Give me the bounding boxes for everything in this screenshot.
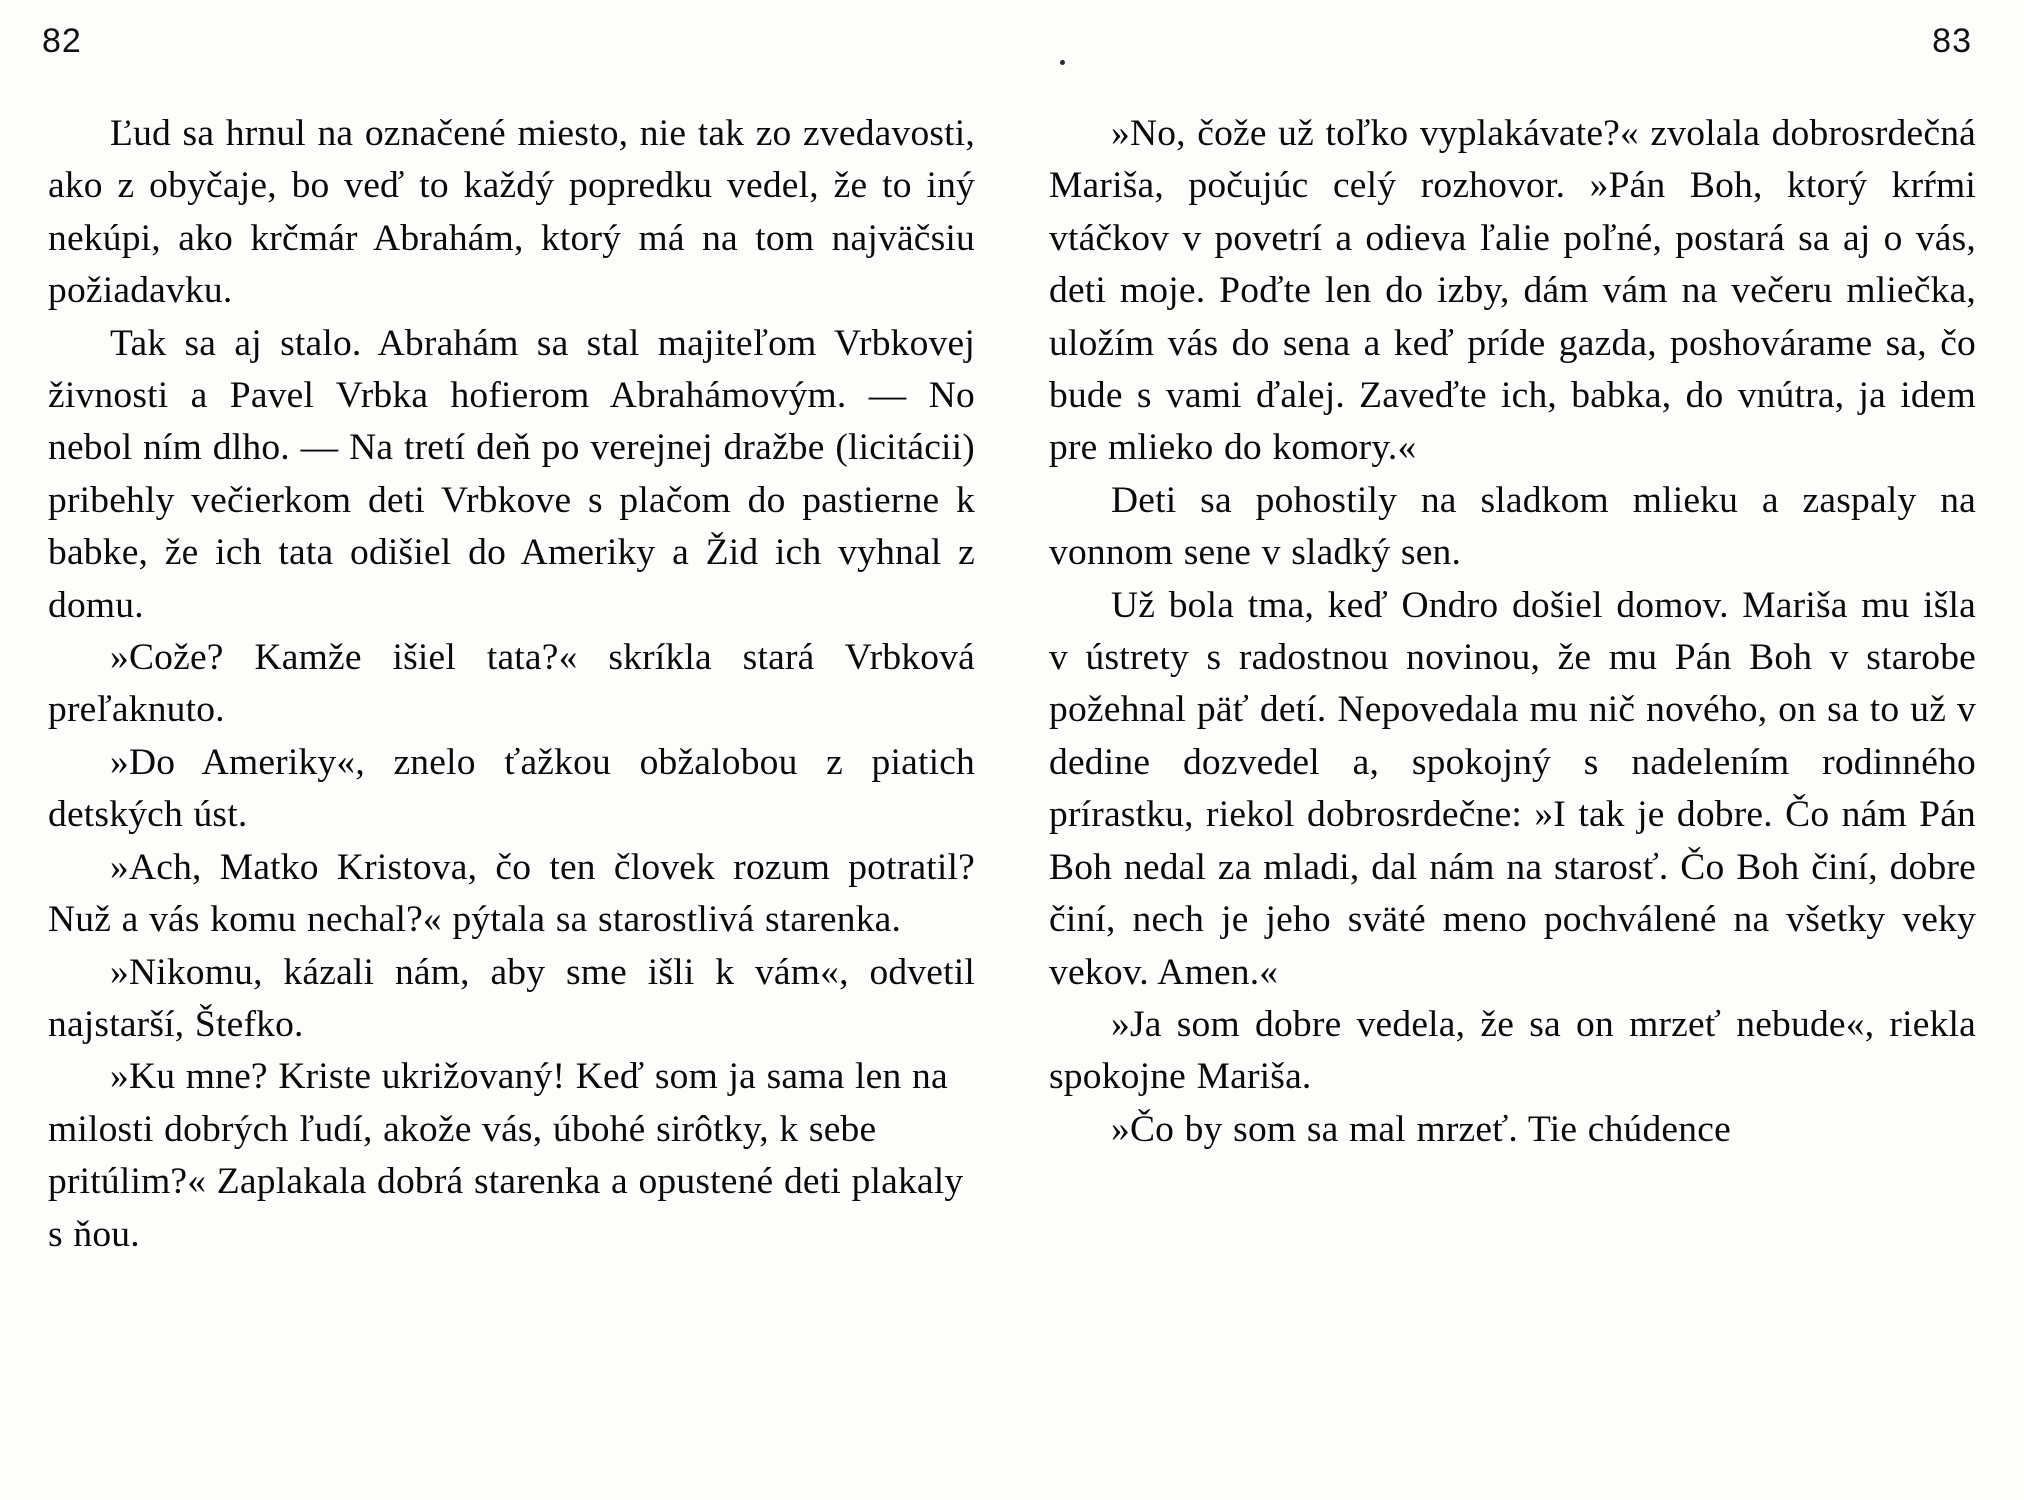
paragraph: Už bola tma, keď Ondro došiel domov. Mariša mu išla v ústrety s radostnou novinou, že mu Pán Boh v starobe požehnal päť detí. Nepovedala mu nič nového, on sa to už v dedine dozvedel a, spokojný s nadelením rodinného prírastku, riekol dobrosrdečne: »I tak je dobre. Čo nám Pán Boh nedal za mladi, dal nám na starosť. Čo Boh činí, dobre činí, nech je jeho sväté meno pochválené na všetky veky vekov. Amen.« xyxy=(1049,584,1976,993)
paragraph: Ľud sa hrnul na označené miesto, nie tak zo zvedavosti, ako z obyčaje, bo veď to každý popredku vedel, že to iný nekúpi, ako krčmár Abrahám, ktorý má na tom najväčsiu požiadavku. xyxy=(48,113,975,312)
paragraph: »Ja som dobre vedela, že sa on mrzeť nebude«, riekla spokojne Mariša. xyxy=(1049,1003,1976,1098)
paragraph: »Do Ameriky«, znelo ťažkou obžalobou z piatich detských úst. xyxy=(48,741,975,836)
paragraph: »Ku mne? Kriste ukrižovaný! Keď som ja sama len na milosti dobrých ľudí, akože vás, úbohé sirôtky, k sebe pritúlim?« Zaplakala dobrá starenka a opustené deti plakaly s ňou. xyxy=(48,1056,964,1255)
paragraph: »Čo by som sa mal mrzeť. Tie chúdence xyxy=(1111,1108,1731,1150)
ink-speck xyxy=(1060,60,1065,65)
page-number-left: 82 xyxy=(42,22,82,60)
paragraph: »Ach, Matko Kristova, čo ten človek rozum potratil? Nuž a vás komu nechal?« pýtala sa starostlivá starenka. xyxy=(48,846,975,941)
page-number-right: 83 xyxy=(1932,22,1972,60)
paragraph: »No, čože už toľko vyplakávate?« zvolala dobrosrdečná Mariša, počujúc celý rozhovor. »Pán Boh, ktorý krŕmi vtáčkov v povetrí a odieva ľalie poľné, postará sa aj o vás, deti moje. Poďte len do izby, dám vám na večeru mliečka, uložím vás do sena a keď príde gazda, poshovárame sa, čo bude s vami ďalej. Zaveďte ich, babka, do vnútra, ja idem pre mlieko do komory.« xyxy=(1049,113,1976,469)
paragraph: »Cože? Kamže išiel tata?« skríkla stará Vrbková preľaknuto. xyxy=(48,637,975,731)
paragraph: »Nikomu, kázali nám, aby sme išli k vám«, odvetil najstarší, Štefko. xyxy=(48,951,975,1045)
paragraph: Tak sa aj stalo. Abrahám sa stal majiteľom Vrbkovej živnosti a Pavel Vrbka hofierom Abrahámovým. — No nebol ním dlho. — Na tretí deň po verejnej dražbe (licitácii) pribehly večierkom deti Vrbkove s plačom do pastierne k babke, že ich tata odišiel do Ameriky a Žid ich vyhnal z domu. xyxy=(48,322,975,626)
right-page-text xyxy=(1049,108,1976,1261)
left-page-text xyxy=(48,108,975,1261)
text-columns xyxy=(0,108,2024,1261)
paragraph: Deti sa pohostily na sladkom mlieku a zaspaly na vonnom sene v sladký sen. xyxy=(1049,479,1976,574)
